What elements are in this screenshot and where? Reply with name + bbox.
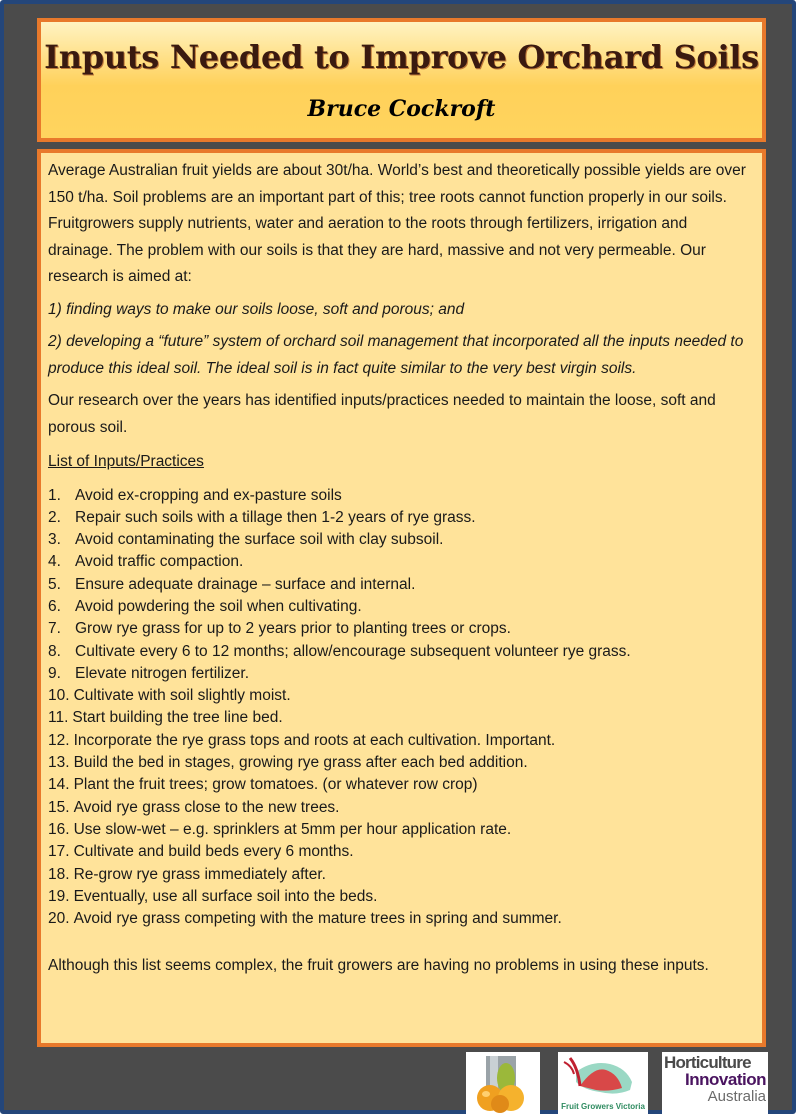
content-box [37,149,766,1047]
list-item: 16. Use slow-wet – e.g. sprinklers at 5mm per hour application rate. [48,820,512,838]
intro-paragraph-2: Our research over the years has identified inputs/practices needed to maintain the loose, soft and porous soil. [48,392,716,436]
aim-item-2: 2) developing a “future” system of orchard soil management that incorporated all the inputs needed to produce this ideal soil. The ideal soil is in fact quite similar to the very best virgin soils. [48,333,744,377]
hia-line-3: Australia [707,1088,766,1105]
list-title: List of Inputs/Practices [48,453,204,470]
list-item: 15. Avoid rye grass close to the new trees. [48,798,340,816]
header-box [37,18,766,142]
pear-fruit-icon [466,1052,540,1114]
list-item: 2. Repair such soils with a tillage then 1-2 years of rye grass. [48,508,476,526]
list-item: 9. Elevate nitrogen fertilizer. [48,664,250,682]
inputs-list [48,485,754,931]
list-item: 19. Eventually, use all surface soil into the beds. [48,887,378,905]
list-item: 20. Avoid rye grass competing with the mature trees in spring and summer. [48,910,562,928]
victoria-map-icon [558,1052,648,1102]
fgv-logo-text: Fruit Growers Victoria [561,1102,645,1111]
list-item: 3. Avoid contaminating the surface soil with clay subsoil. [48,531,444,549]
list-item: 13. Build the bed in stages, growing rye grass after each bed addition. [48,754,528,772]
list-item: 17. Cultivate and build beds every 6 months. [48,843,354,861]
list-item: 11. Start building the tree line bed. [48,709,283,727]
list-item: 1. Avoid ex-cropping and ex-pasture soils [48,486,342,504]
closing-paragraph: Although this list seems complex, the fruit growers are having no problems in using these inputs. [48,957,709,975]
poster-title: Inputs Needed to Improve Orchard Soils [44,38,759,76]
intro-paragraph-1: Average Australian fruit yields are about 30t/ha. World’s best and theoretically possible yields are over 150 t/ha. Soil problems are an important part of this; tree roots cannot function properly in our soils. Fruitgrowers supply nutrients, water and aeration to the roots through fertilizers, irrigation and drainage. The problem with our soils is that they are hard, massive and not very permeable. Our research is aimed at: [48,162,746,285]
list-item: 12. Incorporate the rye grass tops and roots at each cultivation. Important. [48,731,556,749]
list-item: 7. Grow rye grass for up to 2 years prior to planting trees or crops. [48,620,511,638]
aim-item-1: 1) finding ways to make our soils loose, soft and porous; and [48,300,465,318]
list-item: 10. Cultivate with soil slightly moist. [48,687,291,705]
list-item: 4. Avoid traffic compaction. [48,553,244,571]
hia-line-2: Innovation [685,1070,766,1089]
hia-line-1: Horticulture [664,1053,751,1072]
list-item: 14. Plant the fruit trees; grow tomatoes. (or whatever row crop) [48,776,478,794]
list-item: 18. Re-grow rye grass immediately after. [48,865,326,883]
list-item: 5. Ensure adequate drainage – surface and internal. [48,575,416,593]
list-item: 6. Avoid powdering the soil when cultivating. [48,597,362,615]
fruit-growers-victoria-logo [558,1052,648,1114]
list-item: 8. Cultivate every 6 to 12 months; allow/encourage subsequent volunteer rye grass. [48,642,631,660]
poster-author: Bruce Cockroft [307,96,496,122]
horticulture-innovation-logo [662,1052,768,1114]
fruit-logo [466,1052,540,1114]
